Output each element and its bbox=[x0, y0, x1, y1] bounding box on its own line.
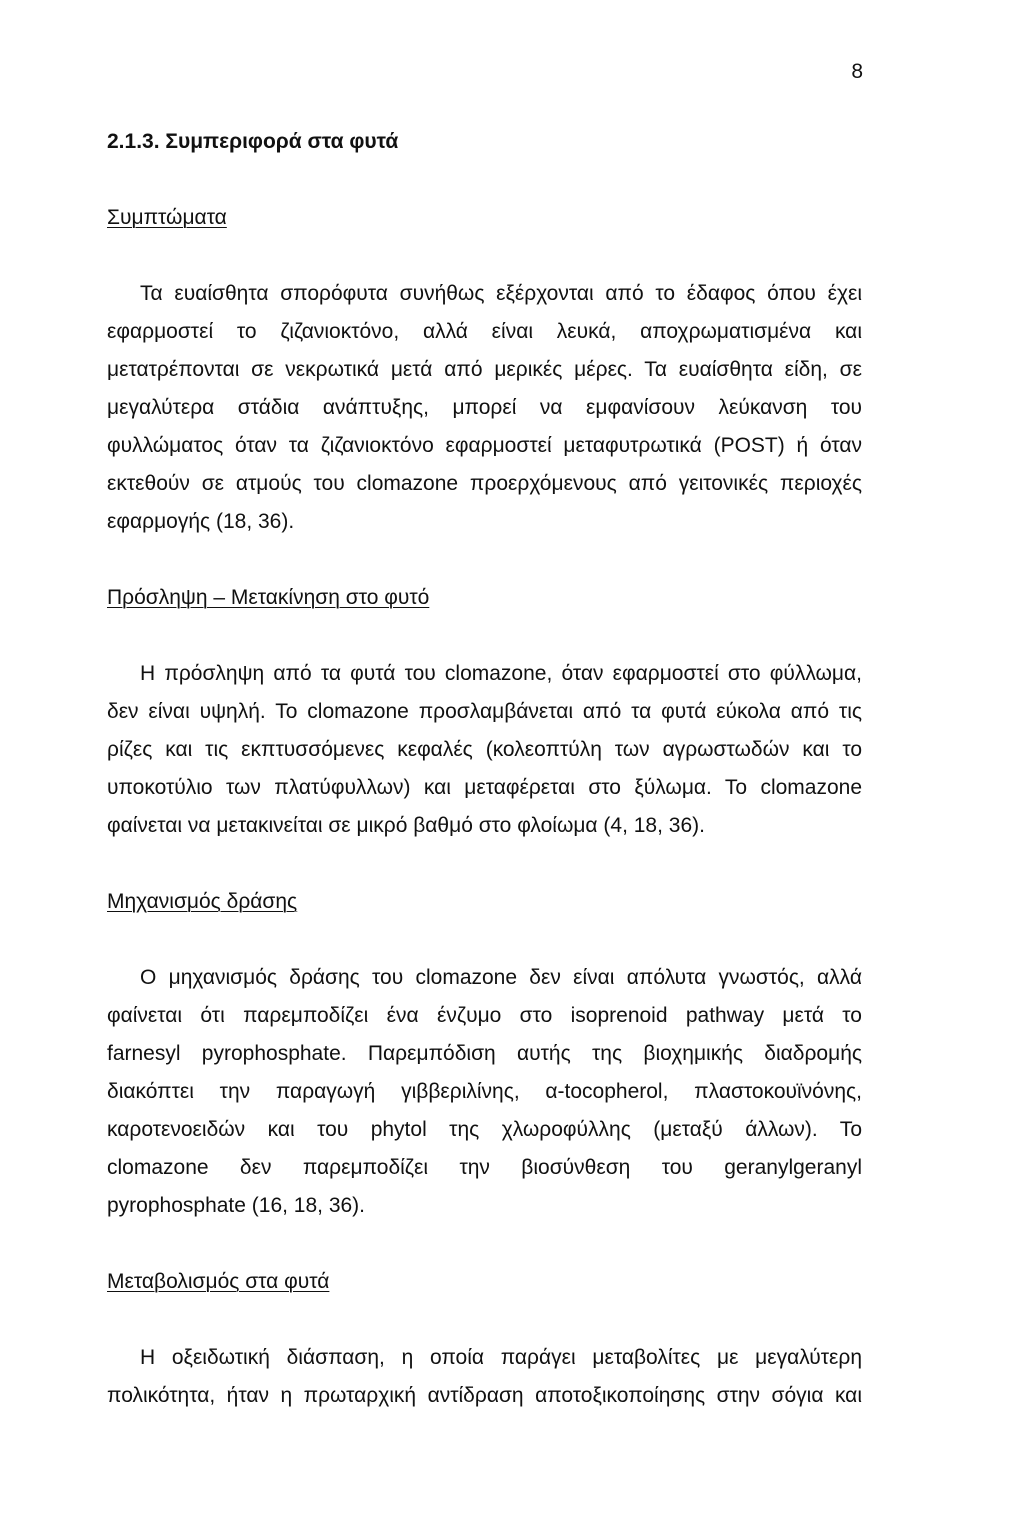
paragraph-line: πολικότητα, ήταν η πρωταρχική αντίδραση αποτοξικοποίησης στην σόγια και bbox=[107, 1384, 862, 1407]
paragraph-line: Η οξειδωτική διάσπαση, η οποία παράγει μεταβολίτες με μεγαλύτερη bbox=[140, 1346, 862, 1369]
paragraph-line: farnesyl pyrophosphate. Παρεμπόδιση αυτής της βιοχημικής διαδρομής bbox=[107, 1042, 862, 1065]
subsection-heading-text: Μεταβολισμός στα φυτά bbox=[107, 1270, 330, 1293]
paragraph-line: υποκοτύλιο των πλατύφυλλων) και μεταφέρεται στο ξύλωμα. Το clomazone bbox=[107, 776, 862, 799]
paragraph-line: φαίνεται ότι παρεμποδίζει ένα ένζυμο στο isoprenoid pathway μετά το bbox=[107, 1004, 862, 1027]
paragraph-line: φυλλώματος όταν τα ζιζανιοκτόνο εφαρμοστεί μεταφυτρωτικά (POST) ή όταν bbox=[107, 434, 862, 457]
paragraph-line: Τα ευαίσθητα σπορόφυτα συνήθως εξέρχονται από το έδαφος όπου έχει bbox=[140, 282, 862, 305]
subsection-heading-metabolism bbox=[107, 1263, 862, 1301]
subsection-heading-symptoms bbox=[107, 199, 862, 237]
paragraph-line: εφαρμοστεί το ζιζανιοκτόνο, αλλά είναι λευκά, αποχρωματισμένα και bbox=[107, 320, 862, 343]
subsection-heading-text: Συμπτώματα bbox=[107, 206, 227, 229]
paragraph-line: διακόπτει την παραγωγή γιββεριλίνης, α-tocopherol, πλαστοκουϊνόνης, bbox=[107, 1080, 862, 1103]
paragraph-line: Ο μηχανισμός δράσης του clomazone δεν είναι απόλυτα γνωστός, αλλά bbox=[140, 966, 862, 989]
paragraph-line: clomazone δεν παρεμποδίζει την βιοσύνθεση του geranylgeranyl bbox=[107, 1156, 862, 1179]
paragraph-line: καροτενοειδών και του phytol της χλωροφύλλης (μεταξύ άλλων). Το bbox=[107, 1118, 862, 1141]
subsection-heading-text: Πρόσληψη – Μετακίνηση στο φυτό bbox=[107, 586, 430, 609]
subsection-heading-text: Μηχανισμός δράσης bbox=[107, 890, 298, 913]
paragraph-line: δεν είναι υψηλή. Το clomazone προσλαμβάνεται από τα φυτά εύκολα από τις bbox=[107, 700, 862, 723]
paragraph-line: pyrophosphate (16, 18, 36). bbox=[107, 1194, 366, 1217]
paragraph-line: ρίζες και τις εκπτυσσόμενες κεφαλές (κολεοπτύλη των αγρωστωδών και το bbox=[107, 738, 862, 761]
subsection-heading-mechanism bbox=[107, 883, 862, 921]
paragraph-uptake bbox=[107, 655, 862, 845]
paragraph-metabolism bbox=[107, 1339, 862, 1415]
paragraph-line: μετατρέπονται σε νεκρωτικά μετά από μερικές μέρες. Τα ευαίσθητα είδη, σε bbox=[107, 358, 862, 381]
section-heading: 2.1.3. Συμπεριφορά στα φυτά bbox=[107, 130, 399, 153]
paragraph-line: μεγαλύτερα στάδια ανάπτυξης, μπορεί να εμφανίσουν λεύκανση του bbox=[107, 396, 862, 419]
paragraph-symptoms bbox=[107, 275, 862, 541]
paragraph-mechanism bbox=[107, 959, 862, 1225]
paragraph-line: εφαρμογής (18, 36). bbox=[107, 510, 295, 533]
document-body bbox=[107, 123, 862, 1415]
paragraph-line: Η πρόσληψη από τα φυτά του clomazone, όταν εφαρμοστεί στο φύλλωμα, bbox=[140, 662, 862, 685]
paragraph-line: εκτεθούν σε ατμούς του clomazone προερχόμενους από γειτονικές περιοχές bbox=[107, 472, 862, 495]
page-number: 8 bbox=[851, 60, 863, 83]
paragraph-line: φαίνεται να μετακινείται σε μικρό βαθμό στο φλοίωμα (4, 18, 36). bbox=[107, 814, 705, 837]
subsection-heading-uptake bbox=[107, 579, 862, 617]
